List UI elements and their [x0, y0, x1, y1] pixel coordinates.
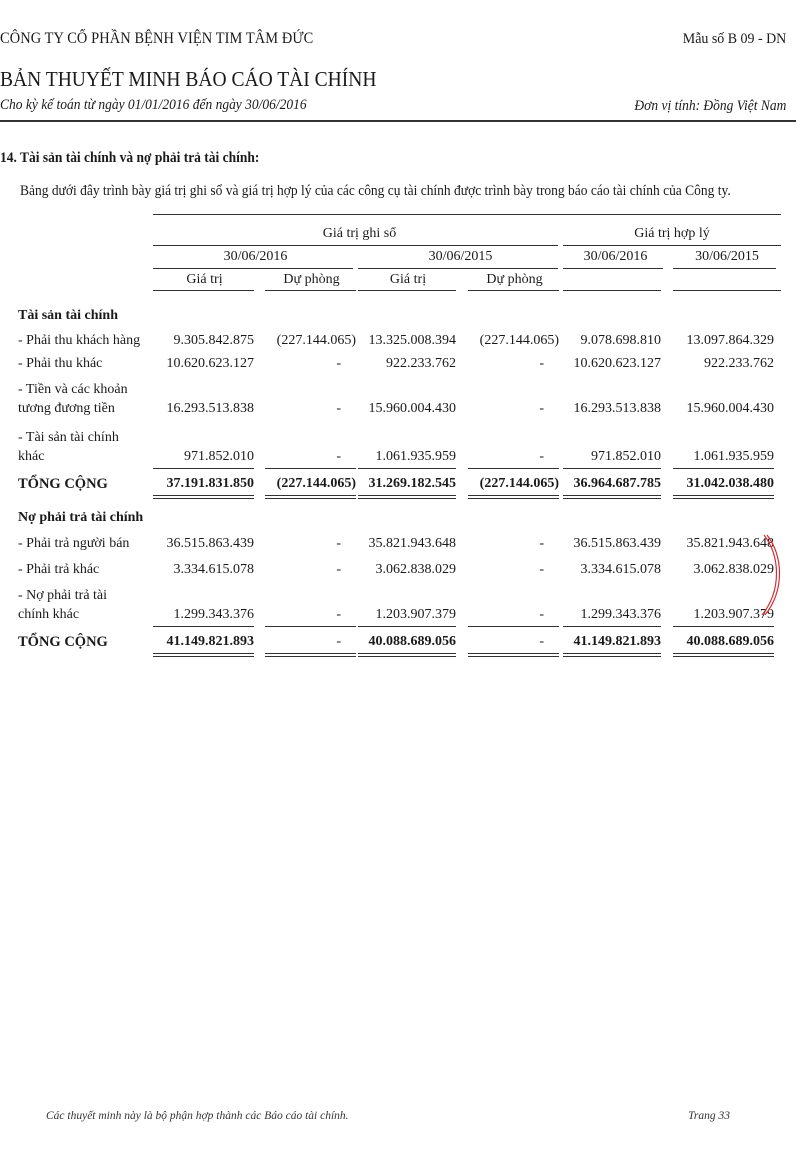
row-label: - Tiền và các khoản [18, 382, 128, 397]
subtotal-rule [673, 468, 774, 469]
page-number: Trang 33 [688, 1110, 730, 1122]
row-value: - [336, 562, 341, 577]
row-value: 1.299.343.376 [173, 607, 254, 622]
row-value: (227.144.065) [479, 333, 559, 348]
currency-unit: Đơn vị tính: Đồng Việt Nam [634, 98, 786, 114]
total-double-rule [468, 653, 559, 657]
header-sub: Dự phòng [283, 272, 340, 287]
row-value: 10.620.623.127 [166, 356, 254, 371]
row-label: - Phải trả khác [18, 562, 100, 577]
row-value: 1.299.343.376 [580, 607, 661, 622]
reporting-period: Cho kỳ kế toán từ ngày 01/01/2016 đến ngày 30/06/2016 [0, 97, 307, 113]
row-value: 922.233.762 [704, 356, 774, 371]
row-value: - [539, 607, 544, 622]
total-label: TỔNG CỘNG [18, 476, 108, 492]
total-value: 36.964.687.785 [573, 476, 661, 491]
subtotal-rule [563, 626, 661, 627]
row-label-cont: chính khác [18, 607, 80, 622]
row-value: - [336, 449, 341, 464]
row-value: - [539, 401, 544, 416]
subtotal-rule [358, 626, 456, 627]
total-double-rule [358, 653, 456, 657]
total-value: 31.042.038.480 [686, 476, 774, 491]
row-value: 1.061.935.959 [375, 449, 456, 464]
header-rule-carrying [153, 245, 558, 246]
total-value: - [539, 634, 544, 649]
total-double-rule [673, 495, 774, 499]
header-date: 30/06/2015 [428, 249, 493, 264]
liabilities-section-title: Nợ phải trả tài chính [18, 510, 144, 525]
total-value: 40.088.689.056 [368, 634, 456, 649]
row-label-cont: tương đương tiền [18, 401, 115, 416]
subtotal-rule [468, 468, 559, 469]
header-date-rule [358, 268, 558, 269]
header-sub: Giá trị [186, 272, 223, 287]
form-number: Mẫu số B 09 - DN [682, 31, 786, 47]
company-name: CÔNG TY CỔ PHẦN BỆNH VIỆN TIM TÂM ĐỨC [0, 30, 314, 47]
header-sub-rule [563, 290, 661, 291]
total-value: 41.149.821.893 [573, 634, 661, 649]
row-value: 922.233.762 [386, 356, 456, 371]
total-double-rule [563, 653, 661, 657]
row-label: - Phải thu khác [18, 356, 103, 371]
total-value: 31.269.182.545 [368, 476, 456, 491]
row-value: 971.852.010 [591, 449, 661, 464]
row-value: 3.062.838.029 [375, 562, 456, 577]
row-label: - Phải thu khách hàng [18, 333, 141, 348]
subtotal-rule [153, 626, 254, 627]
row-value: 971.852.010 [184, 449, 254, 464]
row-value: 9.078.698.810 [580, 333, 661, 348]
header-date-rule [563, 268, 663, 269]
subtotal-rule [265, 468, 356, 469]
row-value: 3.062.838.029 [693, 562, 774, 577]
total-double-rule [563, 495, 661, 499]
header-sub-rule [265, 290, 356, 291]
row-value: 15.960.004.430 [368, 401, 456, 416]
assets-section-title: Tài sản tài chính [18, 308, 118, 323]
row-value: 15.960.004.430 [686, 401, 774, 416]
table-top-rule [153, 214, 781, 215]
red-stamp-mark [750, 530, 790, 620]
total-double-rule [358, 495, 456, 499]
row-label: - Tài sản tài chính [18, 430, 119, 445]
row-value: (227.144.065) [276, 333, 356, 348]
header-sub: Giá trị [389, 272, 427, 287]
row-value: 36.515.863.439 [573, 536, 661, 551]
header-sub-rule [468, 290, 559, 291]
row-value: 9.305.842.875 [173, 333, 254, 348]
total-value: (227.144.065) [276, 476, 356, 491]
row-value: - [539, 562, 544, 577]
header-date-rule [673, 268, 776, 269]
subtotal-rule [153, 468, 254, 469]
document-title: BẢN THUYẾT MINH BÁO CÁO TÀI CHÍNH [0, 67, 377, 91]
row-value: 13.097.864.329 [686, 333, 774, 348]
row-label: - Nợ phải trả tài [18, 588, 108, 603]
total-double-rule [153, 653, 254, 657]
row-value: 3.334.615.078 [173, 562, 254, 577]
row-value: 3.334.615.078 [580, 562, 661, 577]
row-value: 16.293.513.838 [166, 401, 254, 416]
header-sub: Dự phòng [486, 272, 543, 287]
header-carrying-value: Giá trị ghi sổ [322, 226, 397, 241]
section-intro: Bảng dưới đây trình bày giá trị ghi sổ và giá trị hợp lý của các công cụ tài chính được trình bày trong báo cáo tài chính của Công ty. [20, 183, 731, 199]
subtotal-rule [265, 626, 356, 627]
header-sub-rule [673, 290, 781, 291]
row-value: - [539, 536, 544, 551]
row-value: - [539, 356, 544, 371]
row-value: - [336, 356, 341, 371]
total-value: (227.144.065) [479, 476, 559, 491]
row-value: 13.325.008.394 [368, 333, 456, 348]
header-fair-value: Giá trị hợp lý [634, 226, 710, 241]
row-value: 16.293.513.838 [573, 401, 661, 416]
total-double-rule [265, 495, 356, 499]
subtotal-rule [673, 626, 774, 627]
header-date-rule [153, 268, 353, 269]
subtotal-rule [358, 468, 456, 469]
row-value: 1.203.907.379 [375, 607, 456, 622]
row-value: 35.821.943.648 [368, 536, 456, 551]
header-sub-rule [358, 290, 456, 291]
row-label: - Phải trả người bán [18, 536, 130, 551]
row-value: 1.061.935.959 [693, 449, 774, 464]
row-value: 1.203.907.379 [693, 607, 774, 622]
total-value: 41.149.821.893 [166, 634, 254, 649]
header-rule-fair [563, 245, 781, 246]
row-value: - [336, 401, 341, 416]
total-label: TỔNG CỘNG [18, 634, 108, 650]
total-value: 40.088.689.056 [686, 634, 774, 649]
row-value: 10.620.623.127 [573, 356, 661, 371]
header-sub-rule [153, 290, 254, 291]
row-value: - [336, 536, 341, 551]
subtotal-rule [563, 468, 661, 469]
row-value: - [336, 607, 341, 622]
total-double-rule [153, 495, 254, 499]
total-double-rule [468, 495, 559, 499]
row-value: 35.821.943.648 [686, 536, 774, 551]
section-title: 14. Tài sản tài chính và nợ phải trả tài chính: [0, 150, 260, 166]
row-value: 36.515.863.439 [166, 536, 254, 551]
row-value: - [539, 449, 544, 464]
total-value: - [336, 634, 341, 649]
header-divider [0, 120, 796, 122]
subtotal-rule [468, 626, 559, 627]
total-value: 37.191.831.850 [166, 476, 254, 491]
header-date: 30/06/2016 [223, 249, 288, 264]
header-date: 30/06/2016 [583, 249, 648, 264]
footer-note: Các thuyết minh này là bộ phận hợp thành các Báo cáo tài chính. [46, 1110, 349, 1122]
header-date: 30/06/2015 [695, 249, 759, 264]
total-double-rule [265, 653, 356, 657]
row-label-cont: khác [18, 449, 45, 464]
total-double-rule [673, 653, 774, 657]
